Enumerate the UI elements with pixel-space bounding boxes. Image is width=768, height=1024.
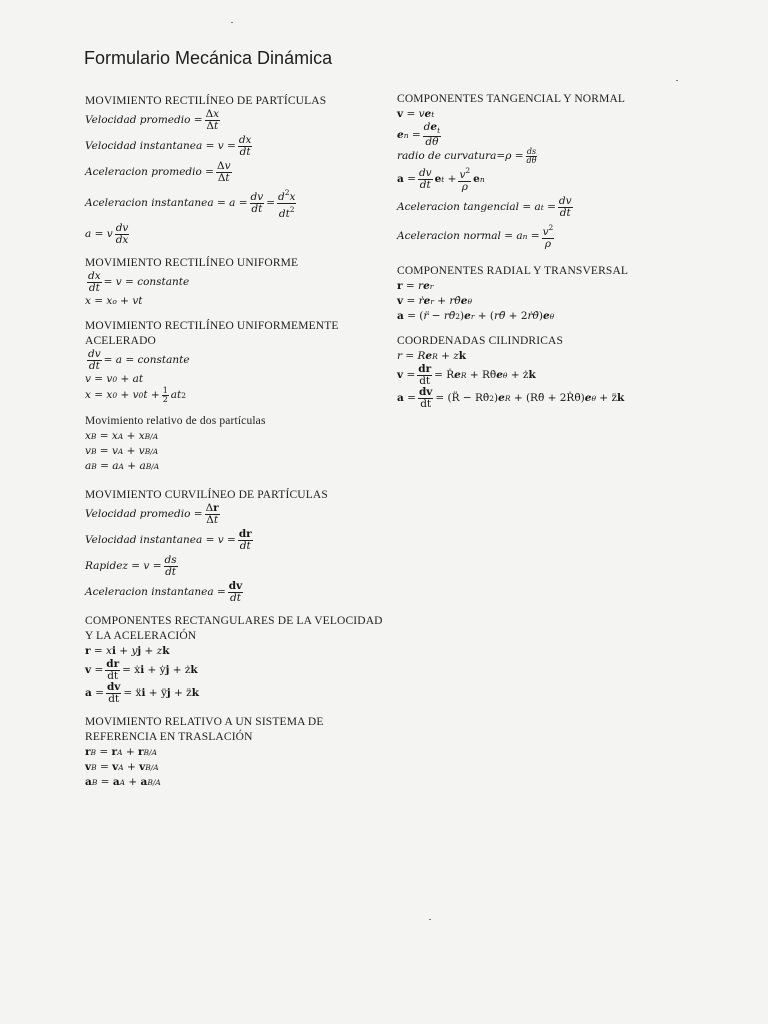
section-heading-mrua: MOVIMIENTO RECTILÍNEO UNIFORMEMENTE ACELERADO (85, 320, 339, 347)
formula-rect-velocidad: v = $\frac{dr}{dt}$ = ẋ i + ẏ j + ż k (85, 658, 198, 682)
formula-curv-velocidad-instantanea: Velocidad instantanea = v = $\frac{dr}{dt}$ (85, 528, 252, 552)
formula-tn-en: e n = $\frac{de_t}{d\theta}$ (397, 121, 441, 148)
formula-tn-aceleracion: a = $\frac{dv}{dt}$ e t + $\frac{v^2}{\rho}$ e n (397, 166, 485, 193)
formula-tn-aceleracion-normal: Aceleracion normal = a n = $\frac{v^2}{\rho}$ (397, 223, 554, 250)
scan-speck (231, 22, 233, 23)
formula-relativo-aceleracion: a B = a A + a B/A (85, 460, 160, 472)
section-heading-rectilineo-uniforme: MOVIMIENTO RECTILÍNEO UNIFORME (85, 257, 299, 269)
formula-mrua-posicion: x = x 0 + v 0 t + $\frac{1}{2}$ at 2 (85, 386, 187, 404)
page-title: Formulario Mecánica Dinámica (84, 48, 333, 68)
scan-speck (429, 919, 431, 920)
section-heading-tangencial-normal: COMPONENTES TANGENCIAL Y NORMAL (397, 93, 626, 105)
section-heading-radial-transversal: COMPONENTES RADIAL Y TRANSVERSAL (397, 265, 629, 277)
formula-mru-posicion: x = x o + vt (85, 295, 143, 307)
formula-relativo-velocidad: v B = v A + v B/A (85, 445, 159, 457)
formula-cil-aceleracion: a = $\frac{dv}{dt}$ = (R̈ − Rθ̇ 2 ) e R + (Rθ̈ + 2Ṙθ̇) e θ + z̈ k (397, 386, 625, 410)
formula-mru-velocidad: $\frac{dx}{dt}$ = v = constante (88, 270, 190, 294)
formula-tn-aceleracion-tangencial: Aceleracion tangencial = a t = $\frac{dv}{dt}$ (397, 195, 572, 219)
section-heading-curvilineo: MOVIMIENTO CURVILÍNEO DE PARTÍCULAS (85, 489, 328, 501)
formula-aceleracion-instantanea: Aceleracion instantanea = a = $\frac{dv}{dt}$ = $\frac{d^2x}{dt^2}$ (85, 188, 296, 220)
formula-relativo-posicion: x B = x A + x B/A (85, 430, 159, 442)
formula-rect-aceleracion: a = $\frac{dv}{dt}$ = ẍ i + ÿ j + z̈ k (85, 681, 199, 705)
left-column (85, 94, 385, 790)
formula-mrua-velocidad: v = v 0 + at (85, 373, 144, 385)
section-heading-cilindricas: COORDENADAS CILINDRICAS (397, 335, 564, 347)
right-column (397, 92, 727, 410)
scan-speck (676, 80, 678, 81)
formula-cil-posicion: r = R e R + z k (397, 350, 467, 362)
section-heading-rectilineo: MOVIMIENTO RECTILÍNEO DE PARTÍCULAS (85, 95, 327, 107)
formula-velocidad-instantanea: Velocidad instantanea = v = $\frac{dx}{dt}$ (85, 134, 252, 158)
formula-curv-velocidad-promedio: Velocidad promedio = $\frac{\Delta r}{\Delta t}$ (85, 502, 219, 526)
formula-rect-posicion: r = x i + y j + z k (85, 645, 170, 657)
formula-aceleracion-promedio: Aceleracion promedio = $\frac{\Delta v}{\Delta t}$ (85, 160, 231, 184)
formula-rt-velocidad: v = ṙ e r + r θ̇ e θ (397, 295, 472, 307)
formula-a-v-dv-dx: a = v $\frac{dv}{dx}$ (85, 222, 129, 246)
formula-traslacion-aceleracion: a B = a A + a B/A (85, 776, 161, 788)
section-heading-traslacion: MOVIMIENTO RELATIVO A UN SISTEMA DE REFERENCIA EN TRASLACIÓN (85, 716, 324, 743)
formula-curv-rapidez: Rapidez = v = $\frac{ds}{dt}$ (85, 554, 177, 578)
section-heading-rectangulares: COMPONENTES RECTANGULARES DE LA VELOCIDAD Y LA ACELERACIÓN (85, 615, 383, 642)
formula-tn-velocidad: v = v e t (397, 108, 435, 120)
formula-curv-aceleracion-instantanea: Aceleracion instantanea = $\frac{dv}{dt}$ (85, 580, 243, 604)
formula-traslacion-posicion: r B = r A + r B/A (85, 746, 158, 758)
formula-cil-velocidad: v = $\frac{dr}{dt}$ = Ṙ e R + Rθ̇ e θ + ż k (397, 363, 536, 387)
section-heading-movimiento-relativo: Movimiento relativo de dos partículas (85, 415, 266, 427)
formula-tn-radio-curvatura: radio de curvatura=ρ = $\frac{ds}{d\theta}$ (397, 147, 537, 165)
formula-rt-posicion: r = r e r (397, 280, 434, 292)
formula-rt-aceleracion: a = ( r̈ − rθ̇ 2 ) e r + ( rθ̈ + 2 ṙθ̇ ) e θ (397, 310, 555, 322)
formula-mrua-aceleracion: $\frac{dv}{dt}$ = a = constante (88, 348, 190, 372)
formula-velocidad-promedio: Velocidad promedio = $\frac{\Delta x}{\Delta t}$ (85, 108, 220, 132)
formula-traslacion-velocidad: v B = v A + v B/A (85, 761, 159, 773)
